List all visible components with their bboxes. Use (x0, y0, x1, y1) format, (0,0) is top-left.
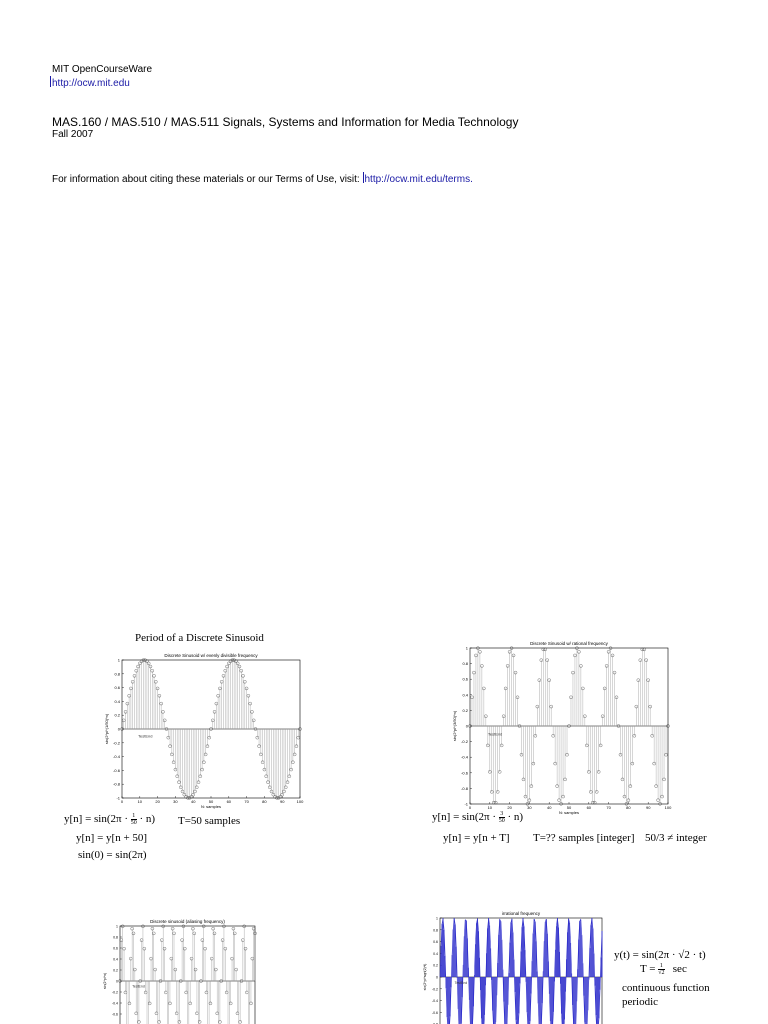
chart-annotation: TestEnd (132, 984, 145, 989)
x-tick-label: 0 (120, 799, 124, 804)
x-tick-label: 100 (664, 805, 672, 810)
org-name: MIT OpenCourseWare (52, 64, 153, 75)
y-tick-label: 0.8 (114, 671, 120, 677)
y-tick-label: 0.4 (433, 951, 438, 956)
left-eq1-num: 1 (132, 813, 136, 819)
x-tick-label: 40 (190, 799, 196, 804)
continuous-equation-2 (640, 963, 687, 976)
x-tick-label: 60 (586, 805, 592, 810)
y-tick-label: 1 (436, 916, 438, 921)
y-tick-label: -0.4 (113, 754, 120, 760)
x-tick-label: 70 (606, 805, 611, 810)
citation-prefix: For information about citing these materials or our Terms of Use, visit: (52, 174, 363, 185)
y-tick-label: -0.4 (431, 999, 438, 1004)
y-tick-label: 0.2 (433, 963, 438, 968)
x-tick-label: 80 (626, 805, 631, 810)
x-tick-label: 30 (173, 799, 178, 804)
y-tick-label: 0 (116, 979, 118, 984)
chart-annotation: TestEnd (454, 981, 468, 986)
y-tick-label: 0.6 (462, 676, 468, 682)
y-axis-label: sin(2*pi*(1/50)*n) (104, 713, 109, 745)
y-tick-label: -0.4 (111, 1001, 118, 1006)
right-eq2-note-1: T=?? samples [integer] (533, 832, 635, 844)
text-cursor (363, 172, 364, 183)
right-eq1-den: 50 (498, 818, 505, 824)
left-eq1-rhs: · n) (136, 813, 156, 826)
y-tick-label: 1 (117, 657, 120, 663)
x-tick-label: 0 (468, 805, 472, 810)
y-tick-label: 0.4 (113, 957, 118, 962)
x-tick-label: 20 (155, 799, 160, 804)
x-tick-label: 10 (137, 799, 143, 804)
x-axis-label: N: samples (200, 804, 222, 809)
y-tick-label: 0.6 (433, 940, 438, 945)
y-tick-label: 0.8 (433, 928, 438, 933)
course-term: Fall 2007 (52, 129, 94, 140)
y-tick-label: -0.8 (113, 781, 120, 787)
y-tick-label: -1 (464, 801, 468, 807)
y-tick-label: 0.8 (462, 661, 468, 667)
cont-eq2-unit: sec (672, 963, 687, 976)
slide-title: Period of a Discrete Sinusoid (135, 632, 264, 644)
y-tick-label: -0.8 (461, 785, 468, 791)
chart-title: irrational frequency (501, 911, 541, 916)
y-tick-label: 0 (465, 723, 468, 729)
chart-title: Discrete Sinusoid w/ evenly divisible frequency (164, 653, 258, 658)
chart-evenly-divisible (100, 648, 308, 810)
y-tick-label: 0 (117, 726, 120, 732)
y-tick-label: 0.2 (462, 707, 468, 713)
cont-eq2-fraction (658, 963, 664, 976)
left-equation-3: sin(0) = sin(2π) (78, 849, 147, 861)
y-tick-label: -0.2 (111, 990, 118, 995)
cont-eq2-num: 1 (659, 963, 663, 969)
right-eq1-lhs: y[n] = sin(2π · (432, 811, 499, 824)
x-tick-label: 80 (262, 799, 267, 804)
right-equation-1 (432, 811, 523, 824)
y-tick-label: -0.4 (461, 754, 468, 760)
org-link[interactable] (50, 76, 130, 90)
y-tick-label: 0.2 (114, 712, 120, 718)
chart-title: Discrete Sinusoid w/ rational frequency (530, 641, 608, 646)
y-tick-label: 0 (436, 975, 438, 980)
left-equation-1 (64, 813, 155, 826)
x-tick-label: 20 (507, 805, 512, 810)
right-eq1-num: 3 (500, 811, 504, 817)
left-eq1-den: 50 (130, 820, 137, 826)
x-tick-label: 70 (244, 799, 249, 804)
x-tick-label: 60 (226, 799, 232, 804)
x-tick-label: 50 (566, 805, 572, 810)
y-tick-label: 0.4 (114, 698, 120, 704)
left-eq1-note: T=50 samples (178, 815, 241, 827)
x-tick-label: 10 (487, 805, 493, 810)
y-tick-label: 0.6 (114, 685, 120, 691)
y-tick-label: -0.6 (461, 770, 468, 776)
chart-irrational-frequency (414, 908, 608, 1024)
y-axis-label: sin(2*pi*(3/50)*n) (452, 710, 457, 742)
y-tick-label: -0.6 (111, 1012, 118, 1017)
chart-title: Discrete sinusoid (aliasing frequency) (150, 919, 225, 924)
continuous-equation-1: y(t) = sin(2π · √2 · t) (614, 949, 706, 961)
y-tick-label: 0.2 (113, 968, 118, 973)
right-eq2-note-2: 50/3 ≠ integer (645, 832, 707, 844)
right-equation-2: y[n] = y[n + T] (443, 832, 510, 844)
y-tick-label: -0.6 (113, 767, 120, 773)
x-tick-label: 90 (279, 799, 285, 804)
y-axis-label: sin(2*pi*sqrt(2)*t) (423, 963, 427, 991)
y-tick-label: -0.2 (461, 739, 468, 745)
chart-aliasing (100, 918, 260, 1024)
org-url[interactable]: http://ocw.mit.edu (52, 78, 130, 89)
left-eq1-lhs: y[n] = sin(2π · (64, 813, 131, 826)
y-tick-label: 0.6 (113, 946, 118, 951)
x-tick-label: 100 (296, 799, 304, 804)
y-tick-label: -1 (116, 795, 120, 801)
right-eq1-rhs: · n) (504, 811, 524, 824)
y-tick-label: -0.6 (431, 1010, 438, 1015)
y-tick-label: -0.2 (431, 987, 438, 992)
y-tick-label: 0.4 (462, 692, 468, 698)
x-tick-label: 50 (208, 799, 214, 804)
y-tick-label: 1 (116, 924, 118, 929)
x-tick-label: 90 (645, 805, 651, 810)
terms-link[interactable]: http://ocw.mit.edu/terms (364, 174, 471, 185)
y-axis-label: sin(2*pi*n) (103, 972, 107, 990)
course-title: MAS.160 / MAS.510 / MAS.511 Signals, Systems and Information for Media Technology (52, 115, 519, 129)
continuous-note-2: periodic (622, 996, 659, 1008)
y-tick-label: 0.8 (113, 935, 118, 940)
chart-annotation: TestEnd (487, 731, 503, 737)
continuous-note-1: continuous function (622, 982, 710, 994)
x-tick-label: 40 (546, 805, 552, 810)
x-axis-label: N: samples (558, 810, 580, 815)
chart-annotation: TestEnd (138, 733, 153, 739)
y-tick-label: -0.2 (113, 740, 120, 746)
citation-suffix: . (470, 174, 473, 185)
y-tick-label: 1 (465, 645, 468, 651)
cont-eq2-lhs: T = (640, 963, 659, 976)
chart-rational-frequency (450, 636, 675, 815)
left-equation-2: y[n] = y[n + 50] (76, 832, 148, 844)
cont-eq2-den: √2 (658, 970, 665, 976)
x-tick-label: 30 (527, 805, 532, 810)
text-cursor (50, 76, 51, 87)
citation-line (52, 172, 473, 186)
